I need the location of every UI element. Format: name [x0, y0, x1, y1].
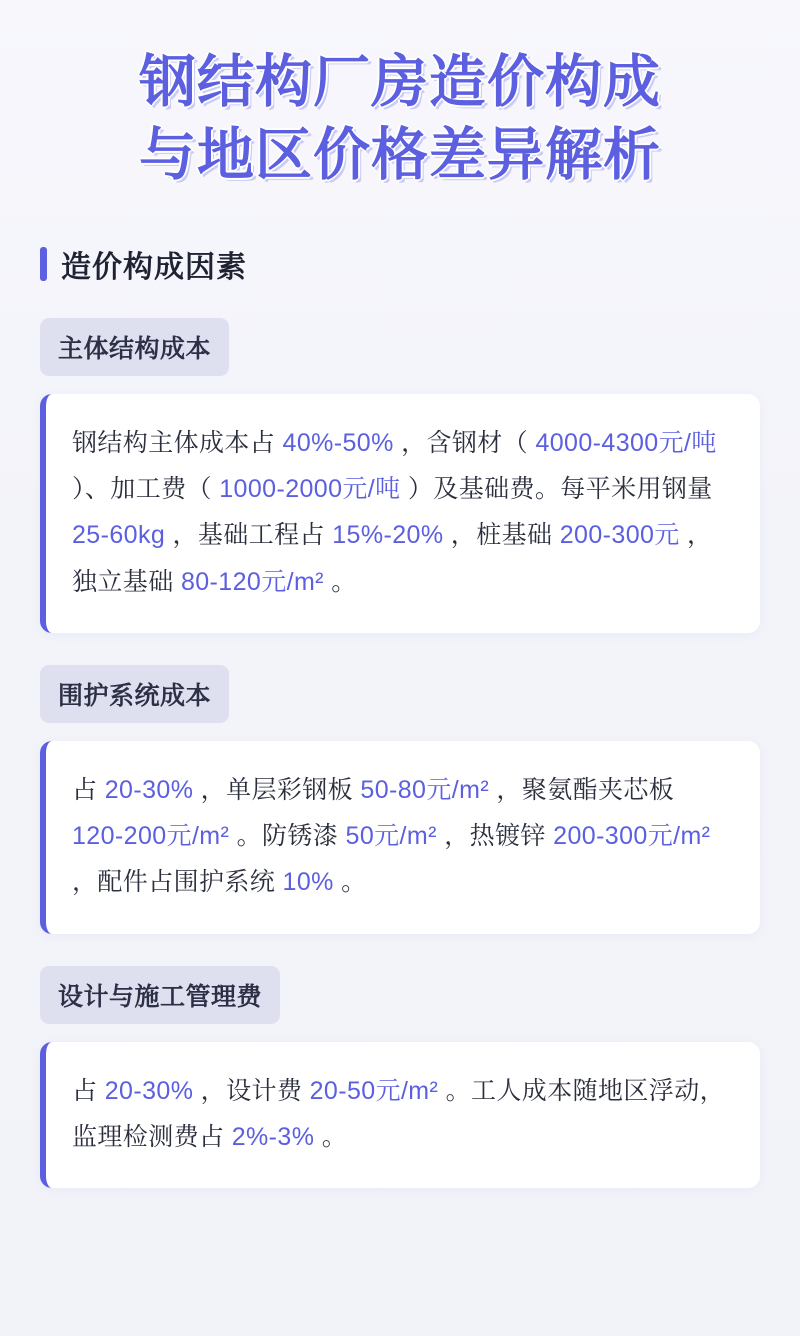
body-text: ）及基础费。每平米用钢量 [400, 475, 713, 504]
highlight-value: 25-60kg [72, 521, 166, 550]
body-text: 。防锈漆 [229, 822, 346, 851]
body-text: 。工人成本随地区浮动，监理检测费占 [72, 1076, 726, 1151]
page-title [0, 0, 800, 198]
body-text: ，基础工程占 [165, 521, 333, 550]
content-card [40, 741, 760, 934]
body-text: 钢结构主体成本占 [72, 428, 283, 457]
highlight-value: 50元/m² [345, 822, 437, 851]
highlight-value: 4000-4300元/吨 [535, 428, 717, 457]
highlight-value: 80-120元/m² [180, 567, 324, 596]
highlight-value: 20-30% [104, 775, 194, 804]
page-title-line-1: 钢结构厂房造价构成 [139, 49, 661, 115]
body-text: ，热镀锌 [436, 822, 554, 851]
sub-heading-label: 围护系统成本 [40, 665, 229, 723]
body-text: ，单层彩钢板 [193, 775, 361, 804]
body-text: ，配件占围护系统 [72, 868, 283, 897]
highlight-value: 1000-2000元/吨 [219, 475, 401, 504]
sub-heading [0, 966, 800, 1024]
sub-heading [0, 665, 800, 723]
body-text: 占 [72, 775, 105, 804]
highlight-value: 10% [282, 868, 334, 897]
highlight-value: 120-200元/m² [72, 822, 230, 851]
section-heading [0, 242, 800, 286]
body-text: ，聚氨酯夹芯板 [489, 775, 675, 804]
body-text: 占 [72, 1076, 105, 1105]
content-card [40, 1042, 760, 1189]
content-card-text [72, 1068, 732, 1161]
sub-heading-label: 设计与施工管理费 [40, 966, 280, 1024]
sub-heading-label: 主体结构成本 [40, 318, 229, 376]
highlight-value: 200-300元 [559, 521, 680, 550]
sub-heading [0, 318, 800, 376]
body-text: ，桩基础 [443, 521, 560, 550]
highlight-value: 40%-50% [282, 428, 394, 457]
body-text: 。 [314, 1122, 348, 1151]
body-text: ）、加工费（ [72, 475, 220, 504]
highlight-value: 2%-3% [231, 1122, 315, 1151]
highlight-value: 20-30% [104, 1076, 194, 1105]
section-accent-bar [40, 247, 47, 281]
body-text: 。 [333, 868, 367, 897]
content-card-text [72, 420, 732, 605]
highlight-value: 20-50元/m² [309, 1076, 439, 1105]
highlight-value: 200-300元/m² [553, 822, 711, 851]
content-blocks [0, 318, 800, 1188]
section-heading-label: 造价构成因素 [61, 250, 247, 284]
body-text: 。 [323, 567, 357, 596]
body-text: ，独立基础 [72, 521, 713, 596]
bottom-spacer [0, 1188, 800, 1224]
content-card-text [72, 767, 732, 906]
content-card [40, 394, 760, 633]
page-title-line-2: 与地区价格差异解析 [139, 121, 661, 188]
body-text: ，含钢材（ [393, 428, 536, 457]
highlight-value: 15%-20% [332, 521, 444, 550]
body-text: ，设计费 [193, 1076, 310, 1105]
highlight-value: 50-80元/m² [360, 775, 490, 804]
